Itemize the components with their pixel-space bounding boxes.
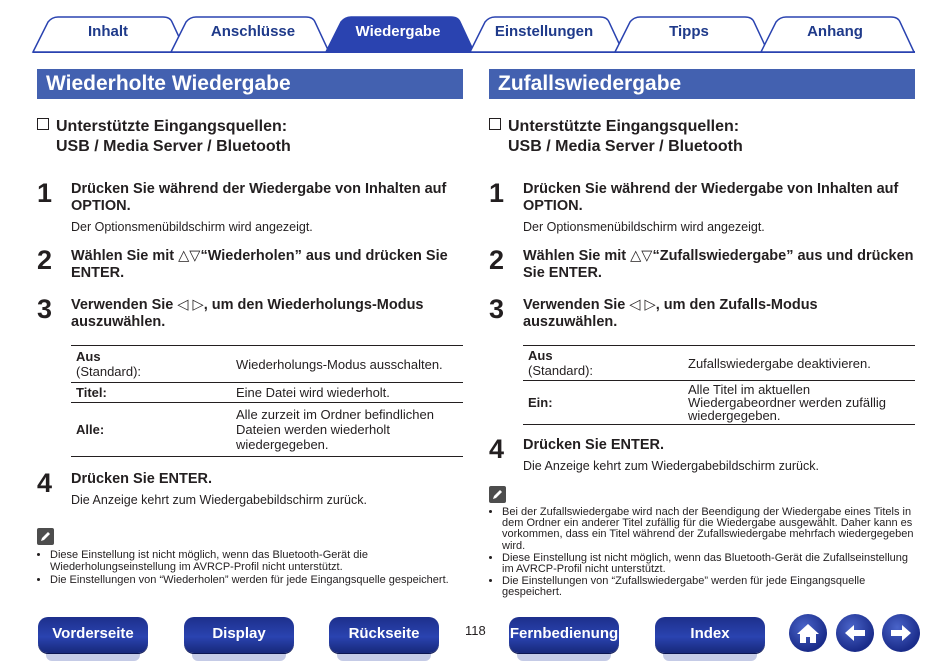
option-key: Aus (Standard):	[523, 346, 683, 381]
list-item: • Die Einstellungen von “Zufallswiedergabe” werden für jede Eingangsquelle gespeichert.	[502, 576, 915, 598]
table-row	[71, 346, 463, 383]
step-number: 2	[489, 245, 505, 275]
options-table	[71, 345, 463, 457]
list-item: • Diese Einstellung ist nicht möglich, wenn das Bluetooth-Gerät die Zufallseinstellung im AVRCP-Profil nicht unterstützt.	[502, 553, 915, 575]
option-value: Eine Datei wird wiederholt.	[231, 383, 463, 403]
step-4	[489, 434, 915, 474]
options-table	[523, 345, 915, 425]
step-number: 3	[489, 294, 505, 324]
step-3	[37, 294, 463, 331]
note-pencil-icon	[489, 486, 506, 503]
tab-anhang[interactable]: Anhang	[807, 23, 863, 40]
footer-nav	[0, 612, 950, 665]
section-title-shuffle: Zufallswiedergabe	[489, 69, 915, 99]
step-heading: Wählen Sie mit △▽“Wiederholen” aus und drücken Sie ENTER.	[71, 248, 448, 281]
sources-list: USB / Media Server / Bluetooth	[508, 138, 743, 155]
section-title-repeat: Wiederholte Wiedergabe	[37, 69, 463, 99]
tab-wiedergabe[interactable]: Wiedergabe	[355, 23, 441, 40]
list-item: • Diese Einstellung ist nicht möglich, wenn das Bluetooth-Gerät die Wiederholungseinstellung im AVRCP-Profil nicht unterstützt.	[50, 549, 463, 573]
top-tab-bar	[0, 0, 950, 55]
step-4	[37, 468, 463, 508]
option-key: Aus (Standard):	[71, 346, 231, 383]
tab-einstellungen[interactable]: Einstellungen	[494, 23, 594, 40]
tab-inhalt[interactable]: Inhalt	[88, 23, 128, 40]
tab-tipps[interactable]: Tipps	[669, 23, 709, 40]
step-heading: Drücken Sie ENTER.	[523, 437, 665, 453]
step-description: Der Optionsmenübildschirm wird angezeigt.	[71, 220, 313, 234]
step-2	[37, 245, 463, 282]
option-value: Zufallswiedergabe deaktivieren.	[683, 346, 915, 381]
notes-list	[37, 549, 463, 586]
left-column-repeat	[37, 69, 463, 587]
rear-panel-button[interactable]: Rückseite	[329, 617, 439, 653]
tab-anschluesse[interactable]: Anschlüsse	[210, 23, 296, 40]
sources-heading: Unterstützte Eingangsquellen:	[56, 118, 288, 135]
step-number: 4	[489, 434, 505, 464]
front-panel-button[interactable]: Vorderseite	[38, 617, 148, 653]
sources-list: USB / Media Server / Bluetooth	[56, 138, 291, 155]
option-key: Ein:	[523, 381, 683, 425]
table-row	[523, 381, 915, 425]
step-number: 1	[489, 178, 505, 208]
option-value: Wiederholungs-Modus ausschalten.	[231, 346, 463, 383]
step-heading: Drücken Sie während der Wiedergabe von Inhalten auf OPTION.	[523, 181, 899, 214]
checkbox-icon	[37, 118, 49, 130]
supported-sources	[37, 117, 463, 157]
step-heading: Drücken Sie ENTER.	[71, 471, 213, 487]
remote-control-button[interactable]: Fernbedienung	[509, 617, 619, 653]
option-key: Alle:	[71, 403, 231, 457]
checkbox-icon	[489, 118, 501, 130]
supported-sources	[489, 117, 915, 157]
table-row	[71, 403, 463, 457]
index-button[interactable]: Index	[655, 617, 765, 653]
step-heading: Drücken Sie während der Wiedergabe von Inhalten auf OPTION.	[71, 181, 447, 214]
option-value: Alle zurzeit im Ordner befindlichen Dateien werden wiederholt wiedergegeben.	[231, 403, 463, 457]
back-arrow-icon[interactable]	[836, 614, 874, 652]
note-pencil-icon	[37, 528, 54, 545]
display-button[interactable]: Display	[184, 617, 294, 653]
step-1	[37, 178, 463, 235]
step-description: Der Optionsmenübildschirm wird angezeigt.	[523, 220, 765, 234]
step-number: 1	[37, 178, 53, 208]
option-key: Titel:	[71, 383, 231, 403]
step-3	[489, 294, 915, 331]
step-description: Die Anzeige kehrt zum Wiedergabebildschirm zurück.	[71, 493, 367, 507]
step-number: 3	[37, 294, 53, 324]
right-column-shuffle	[489, 69, 915, 600]
list-item: • Bei der Zufallswiedergabe wird nach der Beendigung der Wiedergabe eines Titels in dem Ordner ein anderer Titel zufällig für die Wiedergabe ausgewählt. Daher kann es vorkommen, dass ein Titel während der Zufallswiedergabe mehrfach wiedergegeben wird.	[502, 507, 915, 552]
step-heading: Verwenden Sie ◁ ▷, um den Wiederholungs-Modus auszuwählen.	[71, 297, 424, 330]
step-number: 2	[37, 245, 53, 275]
sources-heading: Unterstützte Eingangsquellen:	[508, 118, 740, 135]
home-icon[interactable]	[789, 614, 827, 652]
step-heading: Verwenden Sie ◁ ▷, um den Zufalls-Modus auszuwählen.	[523, 297, 818, 330]
step-heading: Wählen Sie mit △▽“Zufallswiedergabe” aus und drücken Sie ENTER.	[523, 248, 914, 281]
step-number: 4	[37, 468, 53, 498]
option-value: Alle Titel im aktuellen Wiedergabeordner werden zufällig wiedergegeben.	[683, 381, 915, 425]
forward-arrow-icon[interactable]	[882, 614, 920, 652]
step-2	[489, 245, 915, 282]
list-item: • Die Einstellungen von “Wiederholen” werden für jede Eingangsquelle gespeichert.	[50, 574, 463, 586]
notes-list	[489, 507, 915, 599]
page-number: 118	[465, 623, 486, 638]
step-1	[489, 178, 915, 235]
table-row	[523, 346, 915, 381]
step-description: Die Anzeige kehrt zum Wiedergabebildschirm zurück.	[523, 459, 819, 473]
table-row	[71, 383, 463, 403]
